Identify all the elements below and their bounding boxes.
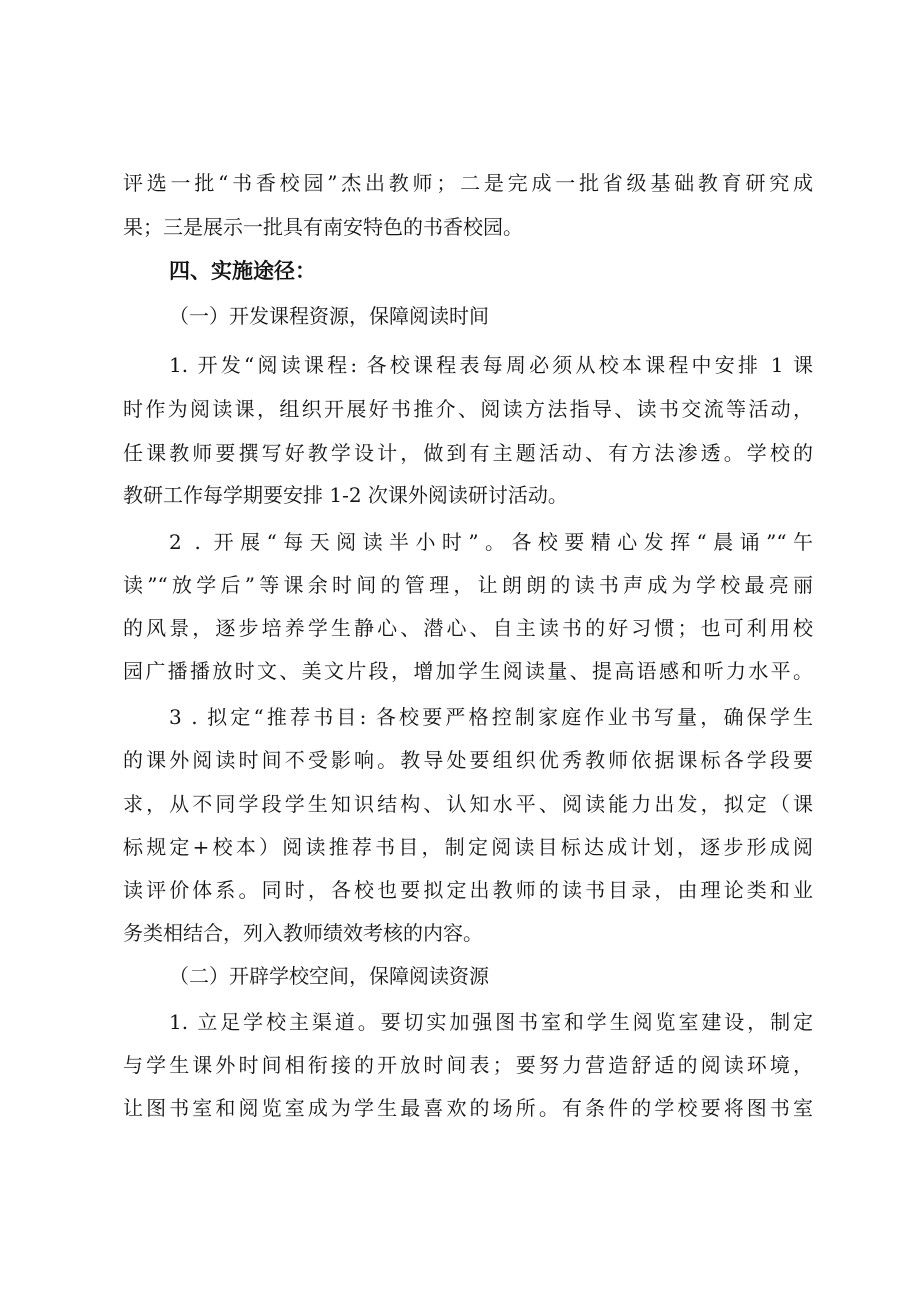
subsection-heading: （二）开辟学校空间，保障阅读资源	[169, 964, 489, 988]
paragraph-line: 的风景，逐步培养学生静心、潜心、自主读书的好习惯；也可利用校	[123, 616, 813, 640]
paragraph-line: 标规定+校本）阅读推荐书目，制定阅读目标达成计划，逐步形成阅	[123, 835, 813, 859]
paragraph-line: 读”“放学后”等课余时间的管理，让朗朗的读书声成为学校最亮丽	[123, 573, 813, 597]
paragraph-line: 求，从不同学段学生知识结构、认知水平、阅读能力出发，拟定（课	[123, 792, 813, 816]
paragraph-line: 园广播播放时文、美文片段，增加学生阅读量、提高语感和听力水平。	[123, 659, 813, 683]
paragraph-line: 的课外阅读时间不受影响。教导处要组织优秀教师依据课标各学段要	[123, 748, 813, 772]
paragraph-line: 务类相结合，列入教师绩效考核的内容。	[123, 921, 483, 945]
paragraph-line: 1. 开发“阅读课程: 各校课程表每周必须从校本课程中安排 1 课	[169, 353, 813, 377]
paragraph-line: 让图书室和阅览室成为学生最喜欢的场所。有条件的学校要将图书室	[123, 1096, 813, 1120]
paragraph-line: 与学生课外时间相衔接的开放时间表；要努力营造舒适的阅读环境，	[123, 1053, 813, 1077]
paragraph-line: 教研工作每学期要安排 1-2 次课外阅读研讨活动。	[123, 483, 568, 507]
paragraph-line: 果；三是展示一批具有南安特色的书香校园。	[123, 215, 523, 239]
subsection-heading: （一）开发课程资源，保障阅读时间	[169, 304, 489, 328]
paragraph-line: 读评价体系。同时，各校也要拟定出教师的读书目录，由理论类和业	[123, 878, 813, 902]
paragraph-line: 1. 立足学校主渠道。要切实加强图书室和学生阅览室建设，制定	[169, 1010, 813, 1034]
section-heading: 四、实施途径：	[169, 259, 316, 283]
paragraph-line: 评选一批“书香校园”杰出教师；二是完成一批省级基础教育研究成	[123, 171, 813, 195]
paragraph-line: 任课教师要撰写好教学设计，做到有主题活动、有方法渗透。学校的	[123, 441, 813, 465]
paragraph-line: 2 . 开展“每天阅读半小时”。各校要精心发挥“晨诵”“午	[169, 530, 813, 554]
paragraph-line: 3 . 拟定“推荐书目: 各校要严格控制家庭作业书写量，确保学生	[169, 705, 813, 729]
paragraph-line: 时作为阅读课，组织开展好书推介、阅读方法指导、读书交流等活动，	[123, 397, 813, 421]
